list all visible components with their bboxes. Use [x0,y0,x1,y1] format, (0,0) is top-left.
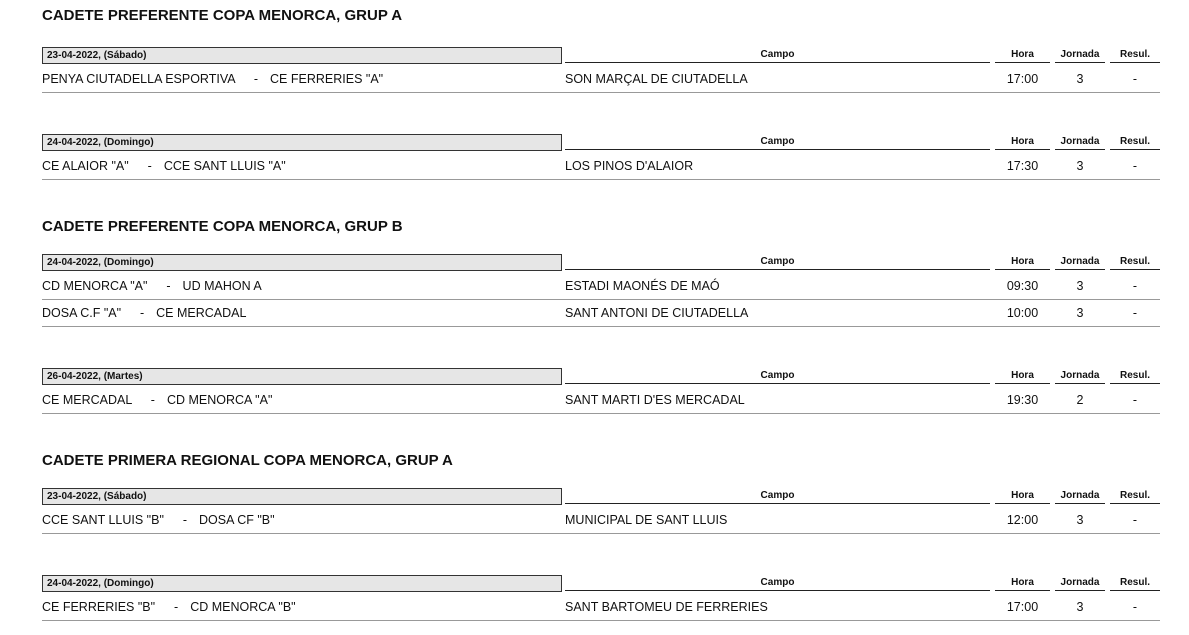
block-header [42,367,1160,387]
team-separator: - [166,279,171,293]
match-row [42,273,1160,300]
match-campo: SON MARÇAL DE CIUTADELLA [565,72,748,86]
match-day-block [42,574,1160,621]
team-separator: - [139,306,145,320]
match-day-block [42,46,1160,93]
away-team: CD MENORCA "B" [190,600,296,614]
team-separator: - [253,72,259,86]
match-jornada: 3 [1076,306,1084,320]
away-team: DOSA CF "B" [199,513,275,527]
match-campo: MUNICIPAL DE SANT LLUIS [565,513,728,527]
home-team: PENYA CIUTADELLA ESPORTIVA [42,72,235,86]
home-team: CE ALAIOR "A" [42,159,129,173]
match-jornada: 3 [1076,600,1084,614]
match-row [42,594,1160,621]
column-header-resul: Resul. [1110,255,1160,270]
match-jornada: 2 [1076,393,1084,407]
column-header-campo: Campo [565,48,990,63]
home-team: CD MENORCA "A" [42,279,148,293]
date-label: 23-04-2022, (Sábado) [42,47,562,64]
match-hora: 10:00 [1006,306,1039,320]
match-row [42,153,1160,180]
column-header-hora: Hora [995,255,1050,270]
team-separator: - [147,159,152,173]
match-hora: 17:00 [1006,72,1039,86]
match-teams [42,72,383,86]
block-header [42,487,1160,507]
match-result: - [1132,393,1138,407]
match-teams [42,600,296,614]
away-team: CE MERCADAL [156,306,247,320]
home-team: CE FERRERIES "B" [42,600,156,614]
column-header-campo: Campo [565,135,990,150]
match-result: - [1132,600,1138,614]
match-teams [42,159,286,173]
column-header-jornada: Jornada [1055,255,1105,270]
block-header [42,574,1160,594]
section-title: CADETE PREFERENTE COPA MENORCA, GRUP A [42,7,403,24]
column-header-campo: Campo [565,489,990,504]
match-campo: SANT MARTI D'ES MERCADAL [565,393,745,407]
match-campo: LOS PINOS D'ALAIOR [565,159,694,173]
away-team: CE FERRERIES "A" [270,72,384,86]
column-header-campo: Campo [565,255,990,270]
date-label: 24-04-2022, (Domingo) [42,134,562,151]
block-header [42,253,1160,273]
match-jornada: 3 [1076,72,1084,86]
match-teams [42,279,262,293]
section-title: CADETE PRIMERA REGIONAL COPA MENORCA, GRUP A [42,452,453,469]
team-separator: - [182,513,187,527]
column-header-resul: Resul. [1110,576,1160,591]
match-hora: 17:00 [1006,600,1039,614]
match-teams [42,306,246,320]
column-header-jornada: Jornada [1055,489,1105,504]
match-result: - [1132,306,1138,320]
column-header-jornada: Jornada [1055,135,1105,150]
date-label: 23-04-2022, (Sábado) [42,488,562,505]
column-header-campo: Campo [565,576,990,591]
match-teams [42,393,272,407]
match-day-block [42,133,1160,180]
column-header-resul: Resul. [1110,48,1160,63]
column-header-jornada: Jornada [1055,576,1105,591]
match-hora: 12:00 [1006,513,1039,527]
column-header-hora: Hora [995,135,1050,150]
match-day-block [42,487,1160,534]
column-header-jornada: Jornada [1055,369,1105,384]
match-day-block [42,253,1160,327]
match-row [42,387,1160,414]
match-result: - [1132,72,1138,86]
match-jornada: 3 [1076,513,1084,527]
match-campo: SANT ANTONI DE CIUTADELLA [565,306,749,320]
match-campo: SANT BARTOMEU DE FERRERIES [565,600,768,614]
column-header-resul: Resul. [1110,489,1160,504]
team-separator: - [174,600,179,614]
date-label: 26-04-2022, (Martes) [42,368,562,385]
match-jornada: 3 [1076,279,1084,293]
home-team: DOSA C.F "A" [42,306,122,320]
match-hora: 19:30 [1006,393,1039,407]
match-result: - [1132,159,1138,173]
match-result: - [1132,513,1138,527]
match-campo: ESTADI MAONÉS DE MAÓ [565,279,720,293]
section-title: CADETE PREFERENTE COPA MENORCA, GRUP B [42,218,403,235]
date-label: 24-04-2022, (Domingo) [42,575,562,592]
away-team: CD MENORCA "A" [166,393,273,407]
match-row [42,507,1160,534]
column-header-hora: Hora [995,576,1050,591]
away-team: UD MAHON A [182,279,262,293]
column-header-resul: Resul. [1110,369,1160,384]
column-header-hora: Hora [995,369,1050,384]
column-header-jornada: Jornada [1055,48,1105,63]
column-header-hora: Hora [995,489,1050,504]
match-hora: 17:30 [1006,159,1039,173]
column-header-resul: Resul. [1110,135,1160,150]
match-day-block [42,367,1160,414]
block-header [42,46,1160,66]
away-team: CCE SANT LLUIS "A" [163,159,286,173]
match-row [42,66,1160,93]
match-jornada: 3 [1076,159,1084,173]
match-teams [42,513,275,527]
match-result: - [1132,279,1138,293]
column-header-campo: Campo [565,369,990,384]
match-hora: 09:30 [1006,279,1039,293]
match-row [42,300,1160,327]
block-header [42,133,1160,153]
team-separator: - [150,393,155,407]
column-header-hora: Hora [995,48,1050,63]
date-label: 24-04-2022, (Domingo) [42,254,562,271]
home-team: CE MERCADAL [42,393,132,407]
home-team: CCE SANT LLUIS "B" [42,513,164,527]
